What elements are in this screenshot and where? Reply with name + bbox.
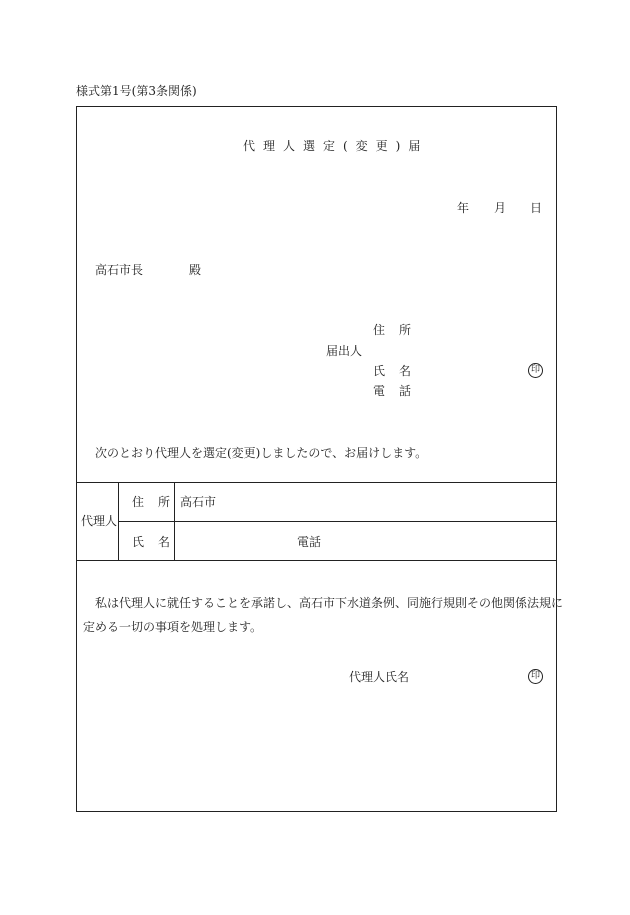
date-year-label: 年 xyxy=(457,201,470,215)
agent-row-header: 代理人 xyxy=(81,514,118,528)
agent-address-value: 高石市 xyxy=(180,495,217,509)
agent-name-label: 氏名 xyxy=(132,535,185,549)
table-bottom-border xyxy=(77,560,556,561)
table-header-divider xyxy=(118,482,119,560)
table-row-divider xyxy=(118,521,556,522)
agent-phone-label: 電話 xyxy=(297,535,322,549)
form-number: 様式第1号(第3条関係) xyxy=(76,84,197,98)
agent-address-label: 住所 xyxy=(132,495,185,509)
applicant-group-label: 届出人 xyxy=(326,344,363,358)
applicant-address-label: 住所 xyxy=(373,323,426,337)
addressee-honorific: 殿 xyxy=(189,263,202,277)
form-frame xyxy=(76,106,564,812)
date-month-label: 月 xyxy=(494,201,507,215)
seal-mark-icon: 印 xyxy=(528,363,543,378)
date-day-label: 日 xyxy=(530,201,543,215)
seal-mark-icon: 印 xyxy=(528,669,543,684)
consent-line-2: 定める一切の事項を処理します。 xyxy=(83,620,263,634)
applicant-phone-label: 電話 xyxy=(373,384,426,398)
statement-text: 次のとおり代理人を選定(変更)しましたので、お届けします。 xyxy=(95,446,428,460)
agent-signature-label: 代理人氏名 xyxy=(349,670,410,684)
consent-line-1: 私は代理人に就任することを承諾し、高石市下水道条例、同施行規則その他関係法規に xyxy=(95,596,564,610)
form-title: 代理人選定(変更)届 xyxy=(243,139,429,153)
applicant-name-label: 氏名 xyxy=(373,364,426,378)
addressee-name: 高石市長 xyxy=(95,263,144,277)
table-top-border xyxy=(77,482,556,483)
